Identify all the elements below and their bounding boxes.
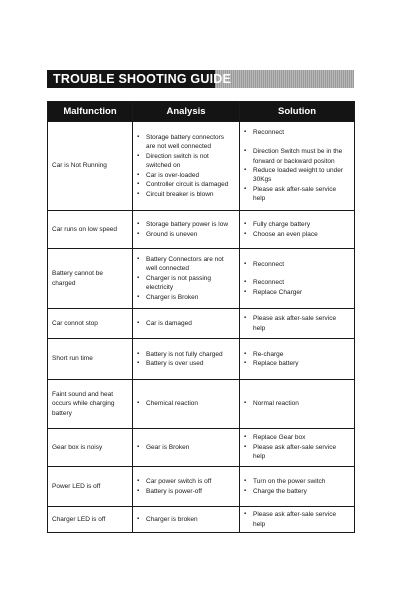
analysis-item: ▪ Direction switch is not switched on: [137, 152, 235, 171]
solution-item: ▪ Replace Charger: [244, 288, 350, 297]
solution-item: ▪ Replace battery: [244, 359, 350, 368]
solution-item: ▪ Turn on the power switch: [244, 477, 350, 486]
table-row: [48, 339, 355, 380]
analysis-list: [137, 399, 235, 408]
solution-cell: [240, 339, 355, 380]
solution-item: ▪ Fully charge battery: [244, 220, 350, 229]
analysis-cell: [133, 249, 240, 309]
header-malfunction: Malfunction: [48, 102, 133, 122]
solution-list: [244, 260, 350, 298]
malfunction-cell: Faint sound and heat occurs while charging battery: [48, 380, 133, 429]
solution-list: [244, 350, 350, 369]
analysis-list: [137, 220, 235, 239]
solution-list: [244, 220, 350, 239]
analysis-item: ▪ Battery is over used: [137, 359, 235, 368]
table-row: [48, 429, 355, 467]
analysis-item: ▪ Ground is uneven: [137, 230, 235, 239]
analysis-item: ▪ Charger is broken: [137, 515, 235, 524]
malfunction-cell: Car is Not Running: [48, 122, 133, 211]
table-row: [48, 249, 355, 309]
solution-list: [244, 477, 350, 496]
title-decorative-band: [215, 70, 354, 88]
analysis-item: ▪ Controller circuit is damaged: [137, 180, 235, 189]
solution-cell: [240, 507, 355, 533]
solution-list: [244, 128, 350, 203]
analysis-list: [137, 477, 235, 496]
header-analysis: Analysis: [133, 102, 240, 122]
analysis-cell: [133, 309, 240, 339]
analysis-cell: [133, 507, 240, 533]
solution-item: ▪ Direction Switch must be in the forward or backward positon: [244, 147, 350, 166]
malfunction-cell: Car connot stop: [48, 309, 133, 339]
solution-list: [244, 433, 350, 461]
solution-item: ▪ Choose an even place: [244, 230, 350, 239]
solution-cell: [240, 211, 355, 249]
solution-list: [244, 399, 350, 408]
solution-item: ▪ Please ask after-sale service help: [244, 510, 350, 529]
solution-item: ▪ Replace Gear box: [244, 433, 350, 442]
solution-cell: [240, 380, 355, 429]
table-row: [48, 211, 355, 249]
malfunction-cell: Power LED is off: [48, 467, 133, 507]
analysis-cell: [133, 339, 240, 380]
malfunction-cell: Short run time: [48, 339, 133, 380]
solution-item: ▪ Normal reaction: [244, 399, 350, 408]
analysis-list: [137, 515, 235, 524]
solution-item: ▪ Please ask after-sale service help: [244, 443, 350, 462]
analysis-item: ▪ Storage battery connectors are not well connected: [137, 133, 235, 152]
solution-item: ▪ Please ask after-sale service help: [244, 185, 350, 204]
analysis-item: ▪ Battery is not fully charged: [137, 350, 235, 359]
solution-item: ▪ Reconnect: [244, 260, 350, 269]
analysis-item: ▪ Charger is not passing electricity: [137, 274, 235, 293]
header-solution: Solution: [240, 102, 355, 122]
table-row: [48, 309, 355, 339]
solution-item: ▪ Please ask after-sale service help: [244, 314, 350, 333]
analysis-item: ▪ Battery Connectors are not well connected: [137, 255, 235, 274]
solution-item: ▪ Charge the battery: [244, 487, 350, 496]
analysis-item: ▪ Storage battery power is low: [137, 220, 235, 229]
analysis-item: ▪ Car is over-loaded: [137, 171, 235, 180]
table-row: [48, 467, 355, 507]
malfunction-cell: Battery cannot be charged: [48, 249, 133, 309]
analysis-cell: [133, 380, 240, 429]
table-row: [48, 380, 355, 429]
analysis-cell: [133, 467, 240, 507]
analysis-cell: [133, 429, 240, 467]
solution-list: [244, 314, 350, 333]
solution-cell: [240, 122, 355, 211]
analysis-list: [137, 350, 235, 369]
malfunction-cell: Gear box is noisy: [48, 429, 133, 467]
solution-item: ▪ Reconnect: [244, 278, 350, 287]
analysis-cell: [133, 211, 240, 249]
analysis-cell: [133, 122, 240, 211]
analysis-item: ▪ Charger is Broken: [137, 293, 235, 302]
solution-cell: [240, 467, 355, 507]
analysis-list: [137, 255, 235, 302]
solution-cell: [240, 309, 355, 339]
analysis-item: ▪ Circuit breaker is blown: [137, 190, 235, 199]
analysis-item: ▪ Battery is power-off: [137, 487, 235, 496]
analysis-list: [137, 443, 235, 452]
solution-list: [244, 510, 350, 529]
analysis-list: [137, 319, 235, 328]
page-title: TROUBLE SHOOTING GUIDE: [53, 72, 232, 86]
table-row: [48, 122, 355, 211]
solution-cell: [240, 429, 355, 467]
title-bar: [47, 70, 354, 88]
analysis-item: ▪ Chemical reaction: [137, 399, 235, 408]
solution-cell: [240, 249, 355, 309]
solution-item: ▪ Reduce loaded weight to under 30Kgs: [244, 166, 350, 185]
analysis-item: ▪ Car is damaged: [137, 319, 235, 328]
table-row: [48, 507, 355, 533]
solution-item: ▪ Re-charge: [244, 350, 350, 359]
header-row: [48, 102, 355, 122]
malfunction-cell: Car runs on low speed: [48, 211, 133, 249]
troubleshooting-table: [47, 101, 355, 533]
analysis-item: ▪ Gear is Broken: [137, 443, 235, 452]
malfunction-cell: Charger LED is off: [48, 507, 133, 533]
analysis-list: [137, 133, 235, 199]
analysis-item: ▪ Car power switch is off: [137, 477, 235, 486]
solution-item: ▪ Reconnect: [244, 128, 350, 137]
